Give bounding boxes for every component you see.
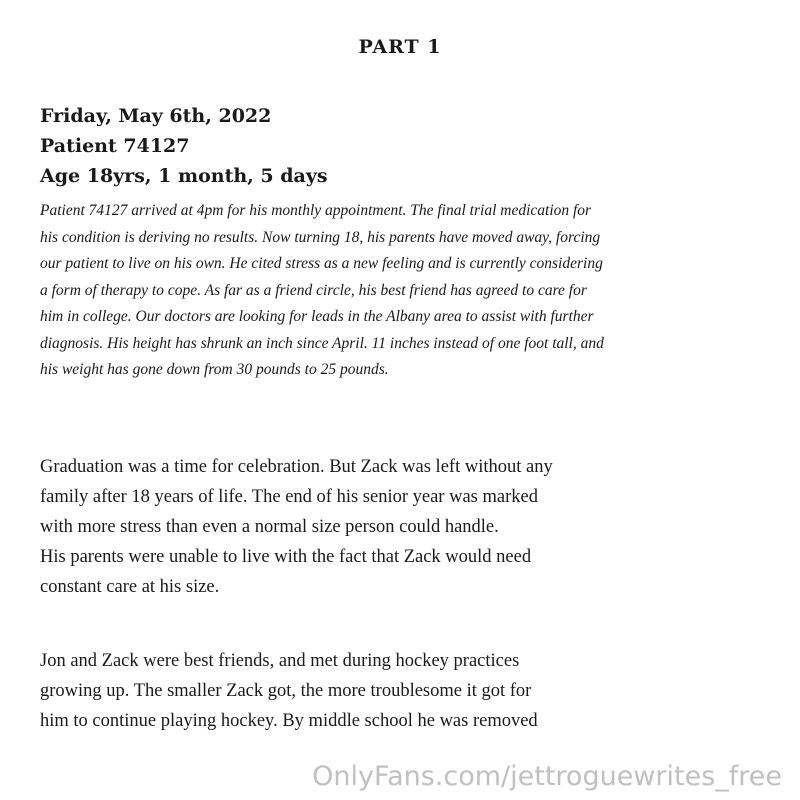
patient-id: Patient 74127: [40, 135, 190, 157]
paragraph-line: constant care at his size.: [40, 577, 220, 597]
paragraph-line: with more stress than even a normal size person could handle.: [40, 517, 499, 537]
notes-line: diagnosis. His height has shrunk an inch since April. 11 inches instead of one foot tall, and: [40, 334, 604, 352]
story-paragraph-2: [40, 646, 780, 736]
notes-line: him in college. Our doctors are looking for leads in the Albany area to assist with further: [40, 308, 594, 325]
paragraph-line: Jon and Zack were best friends, and met during hockey practices: [40, 651, 520, 671]
notes-line: his condition is deriving no results. Now turning 18, his parents have moved away, forcing: [40, 228, 601, 246]
notes-line: a form of therapy to cope. As far as a friend circle, his best friend has agreed to care for: [40, 281, 587, 299]
paragraph-line: Graduation was a time for celebration. But Zack was left without any: [40, 457, 553, 477]
entry-header: [40, 101, 760, 191]
part-title: PART 1: [358, 36, 442, 58]
paragraph-line: him to continue playing hockey. By middle school he was removed: [40, 711, 538, 731]
patient-age: Age 18yrs, 1 month, 5 days: [40, 165, 328, 187]
notes-line: Patient 74127 arrived at 4pm for his monthly appointment. The final trial medication for: [40, 202, 592, 219]
paragraph-line: family after 18 years of life. The end of his senior year was marked: [40, 487, 538, 507]
watermark: OnlyFans.com/jettroguewrites_free: [312, 761, 782, 792]
notes-line: his weight has gone down from 30 pounds to 25 pounds.: [40, 361, 389, 378]
entry-date: Friday, May 6th, 2022: [40, 105, 272, 127]
story-paragraph-1: [40, 452, 780, 602]
notes-line: our patient to live on his own. He cited stress as a new feeling and is currently considering: [40, 255, 603, 272]
paragraph-line: His parents were unable to live with the fact that Zack would need: [40, 547, 532, 567]
clinical-notes: [40, 198, 780, 384]
paragraph-line: growing up. The smaller Zack got, the more troublesome it got for: [40, 681, 532, 701]
